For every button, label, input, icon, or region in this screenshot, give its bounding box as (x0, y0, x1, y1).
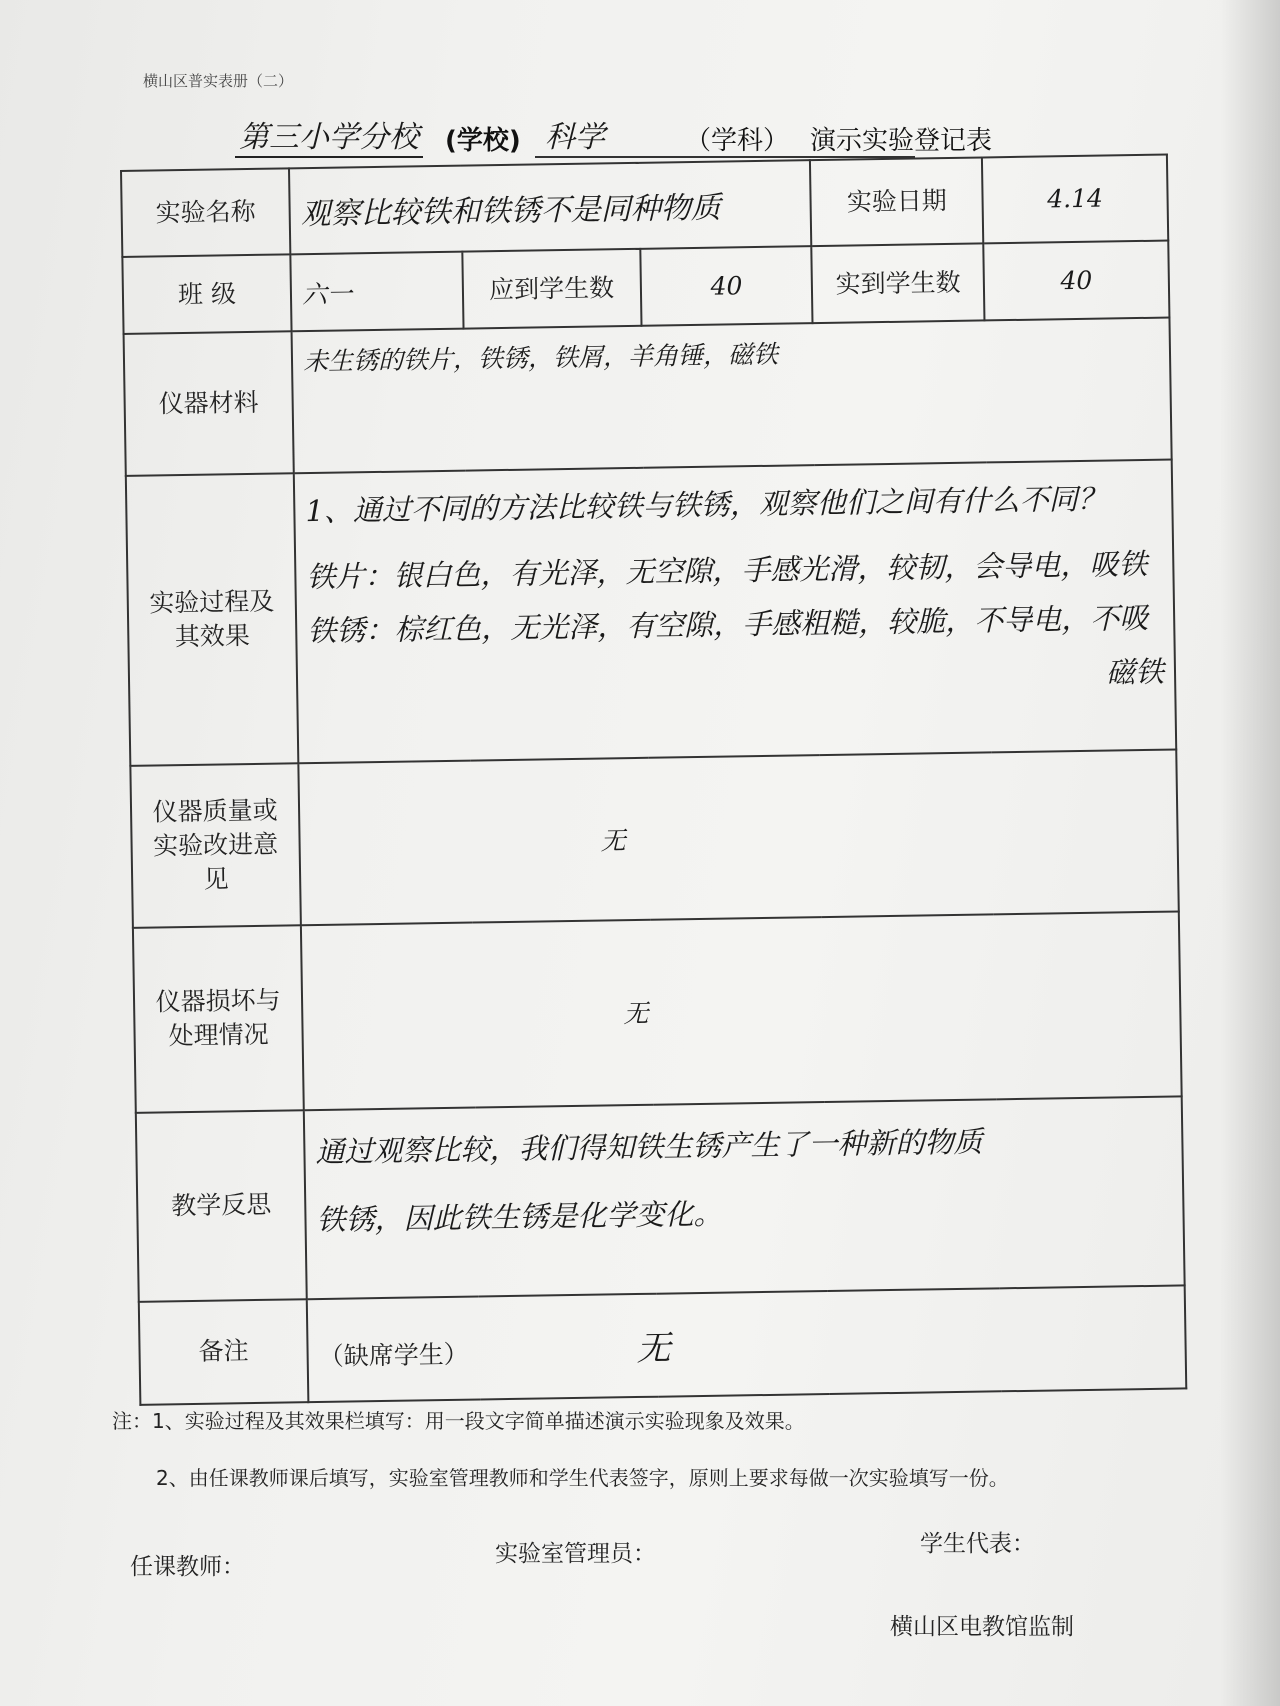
footer-supervision: 横山区电教馆监制 (890, 1614, 1074, 1640)
school-suffix: (学校) (445, 126, 521, 156)
expected-label: 应到学生数 (462, 249, 641, 329)
process-line: 磁铁 (1105, 654, 1165, 690)
form-heading (235, 112, 1135, 162)
reflection-line: 铁锈，因此铁生锈是化学变化。 (316, 1196, 723, 1237)
table-row (130, 750, 1178, 928)
student-rep-signature-label: 学生代表： (920, 1531, 1035, 1557)
lab-manager-signature-label: 实验室管理员： (495, 1541, 656, 1567)
remarks-prefix: （缺席学生） (318, 1339, 469, 1371)
quality-value: 无 (298, 750, 1178, 925)
reflection-value (304, 1096, 1185, 1299)
booklet-label: 横山区普实表册（二） (143, 72, 294, 90)
table-row (136, 1096, 1185, 1302)
reflection-label: 教学反思 (136, 1110, 307, 1302)
table-row (121, 155, 1168, 257)
process-label: 实验过程及其效果 (126, 474, 299, 767)
process-value (294, 460, 1176, 764)
table-row (133, 911, 1182, 1112)
page-shadow (1220, 0, 1280, 1706)
actual-value: 40 (983, 241, 1169, 321)
date-value: 4.14 (982, 155, 1168, 244)
teacher-signature-label: 任课教师： (130, 1554, 245, 1580)
remarks-value: 无 (636, 1328, 671, 1369)
materials-value: 未生锈的铁片，铁锈，铁屑，羊角锤，磁铁 (292, 318, 1172, 474)
remarks-cell (307, 1285, 1186, 1402)
note-2: 2、由任课教师课后填写，实验室管理教师和学生代表签字，原则上要求每做一次实验填写一份。 (156, 1466, 1009, 1490)
reflection-line: 通过观察比较，我们得知铁生锈产生了一种新的物质 (315, 1124, 983, 1169)
damage-label: 仪器损坏与处理情况 (133, 925, 304, 1112)
process-line: 1、通过不同的方法比较铁与铁锈，观察他们之间有什么不同？ (305, 481, 1108, 529)
table-row (126, 460, 1176, 767)
name-value: 观察比较铁和铁锈不是同种物质 (289, 160, 812, 254)
class-value: 六一 (290, 252, 463, 332)
actual-label: 实到学生数 (812, 243, 985, 323)
remarks-label: 备注 (139, 1299, 309, 1405)
notes (112, 1405, 1192, 1519)
subject-name: 科学 (545, 120, 605, 155)
school-name: 第三小学分校 (235, 112, 423, 158)
table-row (124, 318, 1172, 476)
date-label: 实验日期 (810, 157, 983, 246)
experiment-form-table (120, 154, 1187, 1406)
subject-suffix: （学科） (685, 126, 790, 156)
note-1: 注：1、实验过程及其效果栏填写：用一段文字简单描述演示实验现象及效果。 (112, 1409, 805, 1433)
table-row (139, 1285, 1186, 1405)
materials-label: 仪器材料 (124, 332, 294, 476)
damage-value: 无 (301, 911, 1182, 1110)
expected-value: 40 (640, 246, 813, 326)
process-line: 铁片：银白色，有光泽，无空隙，手感光滑，较韧，会导电，吸铁 (306, 547, 1148, 595)
class-label: 班 级 (122, 254, 291, 334)
process-line: 铁锈：棕红色，无光泽，有空隙，手感粗糙，较脆，不导电，不吸 (307, 601, 1149, 649)
form-title: 演示实验登记表 (810, 126, 993, 156)
quality-label: 仪器质量或实验改进意见 (130, 764, 301, 928)
name-label: 实验名称 (121, 168, 290, 257)
